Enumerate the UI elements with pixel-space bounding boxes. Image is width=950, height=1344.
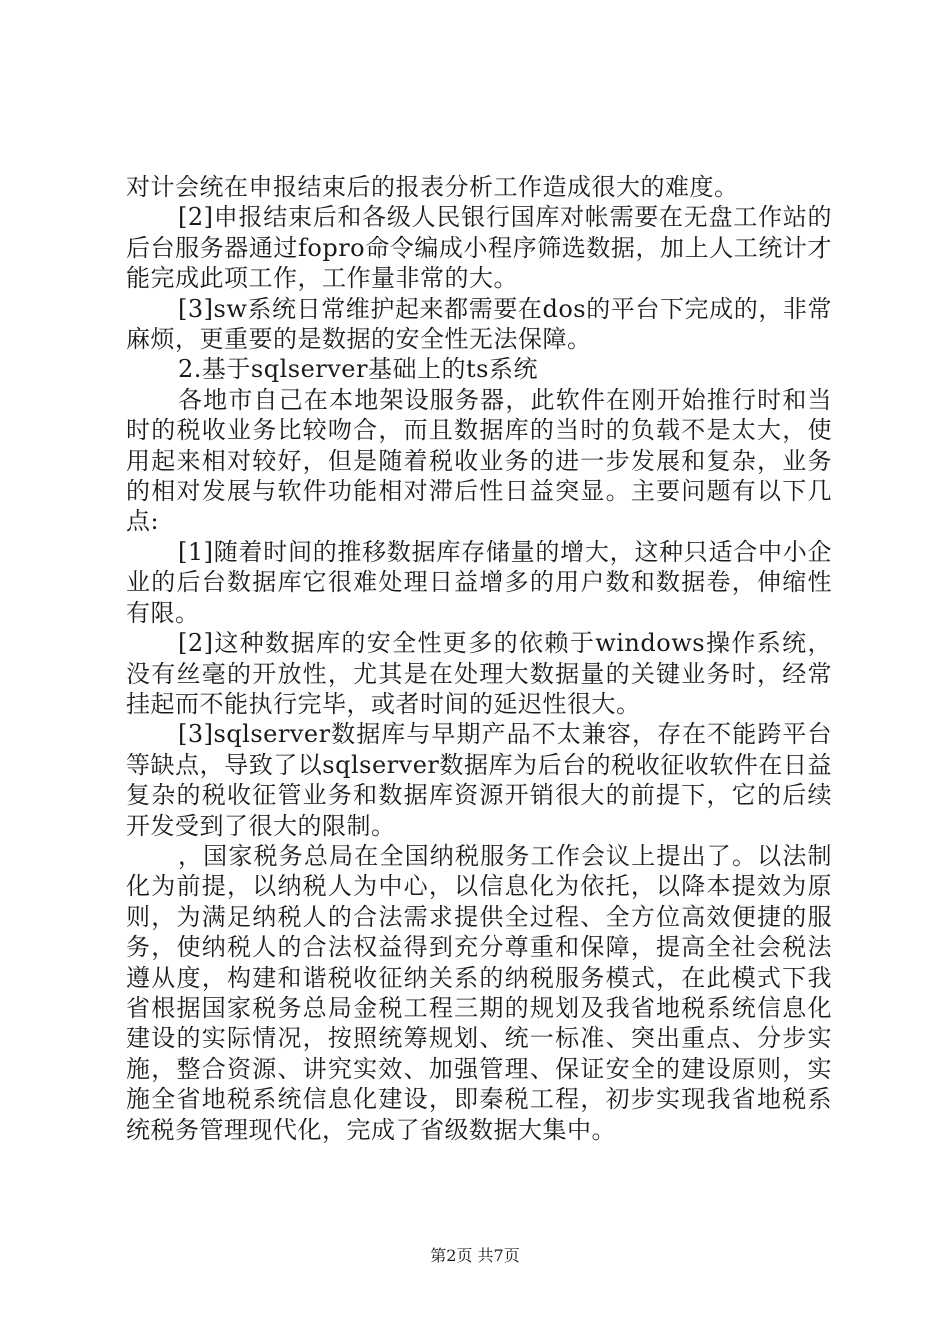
paragraph-6: [1]随着时间的推移数据库存储量的增大，这种只适合中小企业的后台数据库它很难处理日益增多的用户数和数据卷，伸缩性有限。 xyxy=(126,537,832,627)
paragraph-8: [3]sqlserver数据库与早期产品不太兼容，存在不能跨平台等缺点，导致了以sqlserver数据库为后台的税收征收软件在日益复杂的税收征管业务和数据库资源开销很大的前提下，它的后续开发受到了很大的限制。 xyxy=(126,720,832,840)
paragraph-9: ，国家税务总局在全国纳税服务工作会议上提出了。以法制化为前提，以纳税人为中心，以信息化为依托，以降本提效为原则，为满足纳税人的合法需求提供全过程、全方位高效便捷的服务，使纳税人的合法权益得到充分尊重和保障，提高全社会税法遵从度，构建和谐税收征纳关系的纳税服务模式，在此模式下我省根据国家税务总局金税工程三期的规划及我省地税系统信息化建设的实际情况，按照统筹规划、统一标准、突出重点、分步实施，整合资源、讲究实效、加强管理、保证安全的建设原则，实施全省地税系统信息化建设，即秦税工程，初步实现我省地税系统税务管理现代化，完成了省级数据大集中。 xyxy=(126,841,832,1144)
page-number-footer: 第2页 共7页 xyxy=(430,1246,520,1265)
section-heading: 2.基于sqlserver基础上的ts系统 xyxy=(178,355,538,384)
paragraph-3: [3]sw系统日常维护起来都需要在dos的平台下完成的，非常麻烦，更重要的是数据的安全性无法保障。 xyxy=(126,294,832,354)
paragraph-1: 对计会统在申报结束后的报表分析工作造成很大的难度。 xyxy=(126,173,739,201)
paragraph-2: [2]申报结束后和各级人民银行国库对帐需要在无盘工作站的后台服务器通过fopro命令编成小程序筛选数据，加上人工统计才能完成此项工作，工作量非常的大。 xyxy=(126,203,832,293)
document-body xyxy=(126,172,832,1145)
paragraph-7: [2]这种数据库的安全性更多的依赖于windows操作系统，没有丝毫的开放性，尤其是在处理大数据量的关键业务时，经常挂起而不能执行完毕，或者时间的延迟性很大。 xyxy=(126,629,832,718)
paragraph-5: 各地市自己在本地架设服务器，此软件在刚开始推行时和当时的税收业务比较吻合，而且数据库的当时的负载不是太大，使用起来相对较好，但是随着税收业务的进一步发展和复杂，业务的相对发展与软件功能相对滞后性日益突显。主要问题有以下几点: xyxy=(126,385,832,536)
